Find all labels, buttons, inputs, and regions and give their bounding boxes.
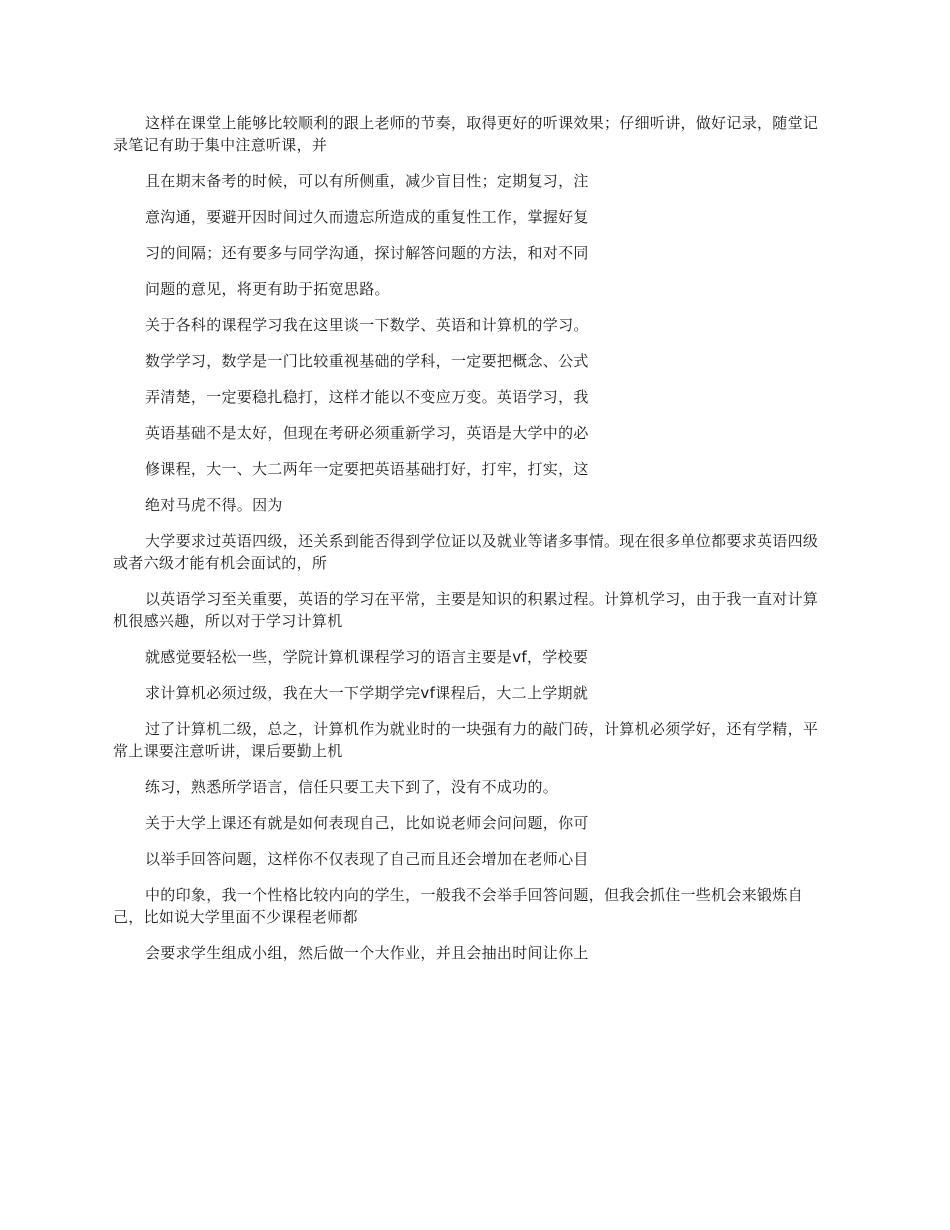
paragraph: 意沟通，要避开因时间过久而遗忘所造成的重复性工作，掌握好复 — [145, 208, 589, 226]
paragraph: 练习，熟悉所学语言，信任只要工夫下到了，没有不成功的。 — [145, 778, 559, 796]
paragraph: 关于大学上课还有就是如何表现自己，比如说老师会问问题，你可 — [145, 814, 589, 832]
paragraph: 弄清楚，一定要稳扎稳打，这样才能以不变应万变。英语学习，我 — [145, 388, 589, 406]
paragraph: 绝对马虎不得。因为 — [145, 496, 283, 514]
paragraph: 以英语学习至关重要，英语的学习在平常，主要是知识的积累过程。计算机学习，由于我一直对计算机很感兴趣，所以对于学习计算机 — [113, 590, 819, 630]
paragraph: 英语基础不是太好，但现在考研必须重新学习，英语是大学中的必 — [145, 424, 589, 442]
paragraph: 修课程，大一、大二两年一定要把英语基础打好，打牢，打实，这 — [145, 460, 589, 478]
document-body — [113, 112, 833, 978]
paragraph: 关于各科的课程学习我在这里谈一下数学、英语和计算机的学习。 — [145, 316, 589, 334]
paragraph: 会要求学生组成小组，然后做一个大作业，并且会抽出时间让你上 — [145, 944, 589, 962]
paragraph: 大学要求过英语四级，还关系到能否得到学位证以及就业等诸多事情。现在很多单位都要求英语四级或者六级才能有机会面试的，所 — [113, 532, 819, 572]
paragraph: 数学学习，数学是一门比较重视基础的学科，一定要把概念、公式 — [145, 352, 589, 370]
paragraph: 中的印象，我一个性格比较内向的学生，一般我不会举手回答问题，但我会抓住一些机会来锻炼自己，比如说大学里面不少课程老师都 — [113, 886, 803, 926]
paragraph: 这样在课堂上能够比较顺利的跟上老师的节奏，取得更好的听课效果；仔细听讲，做好记录，随堂记录笔记有助于集中注意听课，并 — [113, 114, 819, 154]
paragraph: 且在期末备考的时候，可以有所侧重，减少盲目性；定期复习，注 — [145, 172, 589, 190]
paragraph: 以举手回答问题，这样你不仅表现了自己而且还会增加在老师心目 — [145, 850, 589, 868]
paragraph: 问题的意见，将更有助于拓宽思路。 — [145, 280, 390, 298]
paragraph: 习的间隔；还有要多与同学沟通，探讨解答问题的方法，和对不同 — [145, 244, 589, 262]
paragraph: 过了计算机二级，总之，计算机作为就业时的一块强有力的敲门砖，计算机必须学好，还有学精，平常上课要注意听讲，课后要勤上机 — [113, 720, 819, 760]
paragraph: 求计算机必须过级，我在大一下学期学完vf课程后，大二上学期就 — [145, 684, 589, 702]
paragraph: 就感觉要轻松一些，学院计算机课程学习的语言主要是vf，学校要 — [145, 648, 589, 666]
